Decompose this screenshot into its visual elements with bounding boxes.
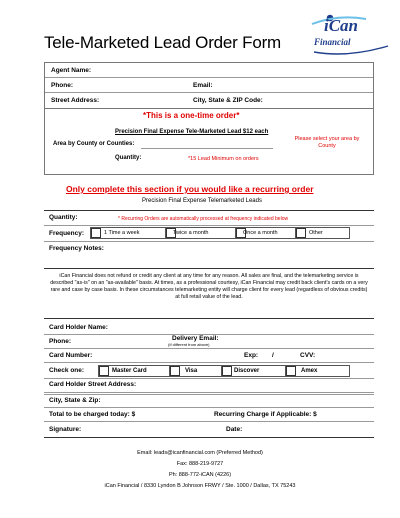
divider: [44, 394, 374, 395]
card-type-amex[interactable]: [286, 365, 350, 377]
card-type-discover[interactable]: [222, 365, 286, 377]
divider: [44, 348, 374, 349]
card-holder-label: Card Holder Name:: [49, 324, 108, 331]
minimum-note: *15 Lead Minimum on orders: [188, 156, 259, 162]
divider: [44, 421, 374, 422]
area-hint: Please select your area by County: [294, 136, 360, 149]
footer-email: Email: leads@icanfinancial.com (Preferred Method): [137, 450, 263, 456]
card-type-mastercard[interactable]: [98, 365, 170, 377]
agent-name-label: Agent Name:: [51, 67, 92, 74]
divider: [45, 77, 373, 78]
frequency-notes-label: Frequency Notes:: [49, 245, 104, 252]
delivery-email-label: Delivery Email:: [172, 335, 219, 342]
card-type-label: Master Card: [112, 368, 147, 374]
logo-brand: iCan: [324, 16, 359, 35]
product-title: Precision Final Expense Tele-Marketed Lead $12 each: [115, 129, 269, 135]
checkbox[interactable]: [99, 366, 109, 376]
divider: [44, 437, 374, 438]
frequency-option-weekly[interactable]: [90, 227, 166, 239]
company-logo: [308, 12, 392, 58]
agent-phone-label: Phone:: [51, 82, 74, 89]
checkbox[interactable]: [286, 366, 296, 376]
agent-email-label: Email:: [193, 82, 213, 89]
city-zip-label: City, State & Zip:: [49, 397, 101, 404]
card-type-label: Visa: [185, 368, 198, 374]
agent-section: [44, 62, 374, 109]
check-one-label: Check one:: [49, 367, 85, 374]
frequency-option-label: Other: [309, 230, 323, 236]
frequency-option-label: 1 Time a week: [104, 230, 140, 236]
recurring-charge-label: Recurring Charge if Applicable: $: [214, 411, 317, 418]
card-type-visa[interactable]: [170, 365, 222, 377]
logo-subtitle: Financial: [314, 37, 351, 47]
date-label: Date:: [226, 426, 243, 433]
frequency-option-label: Twice a month: [173, 230, 209, 236]
checkbox[interactable]: [222, 366, 232, 376]
delivery-email-note: (If different from above): [168, 342, 210, 347]
frequency-label: Frequency:: [49, 230, 85, 237]
recurring-heading: Only complete this section if you would like a recurring order: [66, 184, 314, 194]
card-type-label: Discover: [234, 368, 260, 374]
footer-address: iCan Financial / 8330 Lyndon B Johnson FRWY / Ste. 1000 / Dallas, TX 75243: [104, 483, 296, 489]
divider: [44, 268, 374, 269]
divider: [44, 318, 374, 319]
checkbox[interactable]: [170, 366, 180, 376]
recurring-quantity-label: Quantity:: [49, 214, 78, 221]
area-label: Area by County or Counties:: [53, 141, 135, 147]
area-line: [141, 148, 273, 149]
page-title: Tele-Marketed Lead Order Form: [44, 33, 282, 52]
frequency-option-label: Once a month: [243, 230, 278, 236]
footer-fax: Fax: 888-219-9727: [176, 461, 224, 467]
footer-phone: Ph: 888-772-iCAN (4226): [168, 472, 232, 478]
total-today-label: Total to be charged today: $: [49, 411, 136, 418]
recurring-subheading: Precision Final Expense Telemarketed Leads: [142, 198, 262, 204]
divider: [44, 407, 374, 408]
checkbox[interactable]: [91, 228, 101, 238]
frequency-option-other[interactable]: [296, 227, 350, 239]
divider: [45, 92, 373, 93]
signature-label: Signature:: [49, 426, 82, 433]
one-time-heading: *This is a one-time order*: [143, 111, 240, 120]
divider: [44, 362, 374, 363]
divider: [44, 378, 374, 379]
agent-street-label: Street Address:: [51, 97, 100, 104]
card-type-label: Amex: [301, 368, 318, 374]
divider: [44, 225, 374, 226]
exp-label: Exp:: [244, 352, 259, 359]
divider: [44, 241, 374, 242]
exp-separator: /: [272, 352, 274, 359]
cvv-label: CVV:: [300, 352, 316, 359]
quantity-label: Quantity:: [115, 155, 142, 161]
card-number-label: Card Number:: [49, 352, 93, 359]
frequency-option-once-month[interactable]: [236, 227, 296, 239]
divider: [44, 392, 374, 393]
divider: [44, 210, 374, 211]
recurring-quantity-note: * Recurring Orders are automatically processed at frequency indicated below: [118, 216, 289, 222]
holder-street-label: Card Holder Street Address:: [49, 381, 137, 388]
checkbox[interactable]: [296, 228, 306, 238]
refund-disclaimer: iCan Financial does not refund or credit any client at any time for any reason. All sales are final, and the telemarketing service is described "as-is" on an "as-available" basis. At times, as a professional courtesy, iCan Financial may credit back client's cards on a very rare and case by case basis. In these circumstances telemarketing entity will charge client for every lead (regardless of obvious credits) at full retail value of the lead.: [50, 273, 368, 300]
frequency-option-twice-month[interactable]: [166, 227, 236, 239]
one-time-order-section: [44, 109, 374, 175]
agent-city-label: City, State & ZIP Code:: [193, 97, 263, 104]
payment-phone-label: Phone:: [49, 338, 72, 345]
